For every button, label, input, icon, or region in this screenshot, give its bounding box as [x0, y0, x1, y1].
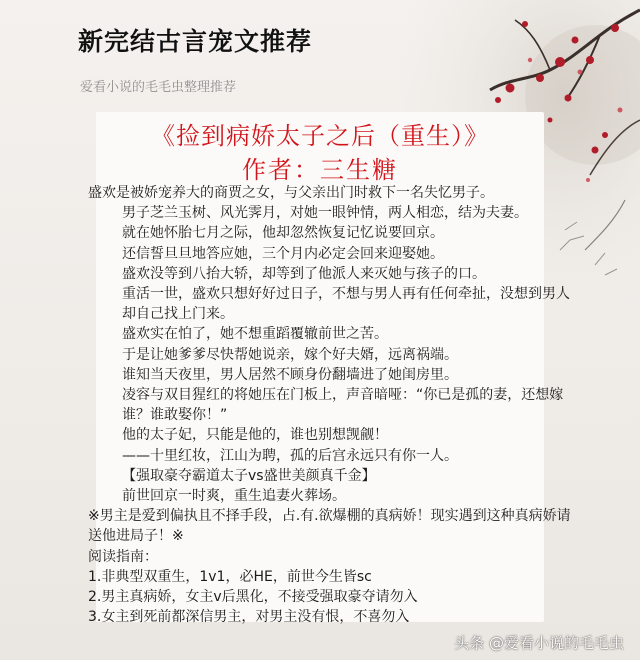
synopsis-paragraph: 重活一世，盛欢只想好好过日子，不想与男人再有任何牵扯，没想到男人却自己找上门来。: [122, 286, 570, 323]
synopsis-paragraph: 他的太子妃，只能是他的，谁也别想觊觎！: [122, 427, 388, 444]
book-title: 《捡到病娇太子之后（重生）》: [151, 122, 489, 150]
book-author: 作者：三生糖: [242, 156, 398, 184]
page-title: 新完结古言宠文推荐: [78, 27, 313, 56]
synopsis-paragraph: 盛欢是被娇宠养大的商贾之女，与父亲出门时救下一名失忆男子。: [88, 185, 494, 201]
synopsis-paragraph: 谁知当天夜里，男人居然不顾身份翻墙进了她闺房里。: [122, 366, 458, 383]
synopsis-paragraph: 盛欢没等到八抬大轿，却等到了他派人来灭她与孩子的口。: [122, 265, 486, 282]
synopsis-paragraph: 3.女主到死前都深信男主，对男主没有恨，不喜勿入: [88, 609, 410, 626]
page-subtitle: 爱看小说的毛毛虫整理推荐: [80, 80, 237, 95]
synopsis-paragraph: 阅读指南：: [88, 548, 158, 565]
synopsis-paragraph: 2.男主真病娇，女主v后黑化，不接受强取豪夺请勿入: [88, 589, 418, 606]
synopsis-paragraph: 于是让她爹爹尽快帮她说亲，嫁个好夫婿，远离祸端。: [122, 346, 458, 363]
synopsis-paragraph: ※男主是爱到偏执且不择手段，占.有.欲爆棚的真病娇！现实遇到这种真病娇请送他进局子！※: [88, 508, 571, 545]
synopsis-paragraph: 就在她怀胎七月之际，他却忽然恢复记忆说要回京。: [122, 225, 444, 242]
synopsis-paragraph: ——十里红妆，江山为聘，孤的后宫永远只有你一人。: [122, 447, 458, 464]
synopsis-paragraph: 男子芝兰玉树、风光霁月，对她一眼钟情，两人相恋，结为夫妻。: [122, 205, 528, 222]
watermark: 头条 @爱看小说的毛毛虫: [454, 634, 624, 652]
synopsis-paragraph: 凌容与双目猩红的将她压在门板上，声音暗哑：“你已是孤的妻，还想嫁谁？谁敢娶你！”: [122, 387, 564, 424]
synopsis-paragraph: 还信誓旦旦地答应她，三个月内必定会回来迎娶她。: [122, 245, 444, 262]
synopsis-paragraph: 【强取豪夺霸道太子vs盛世美颜真千金】: [122, 467, 376, 484]
synopsis-paragraph: 前世回京一时爽，重生追妻火葬场。: [122, 488, 346, 505]
synopsis-paragraph: 1.非典型双重生，1v1，必HE，前世今生皆sc: [88, 568, 372, 585]
synopsis: [88, 183, 576, 627]
synopsis-paragraph: 盛欢实在怕了，她不想重蹈覆辙前世之苦。: [122, 326, 388, 343]
